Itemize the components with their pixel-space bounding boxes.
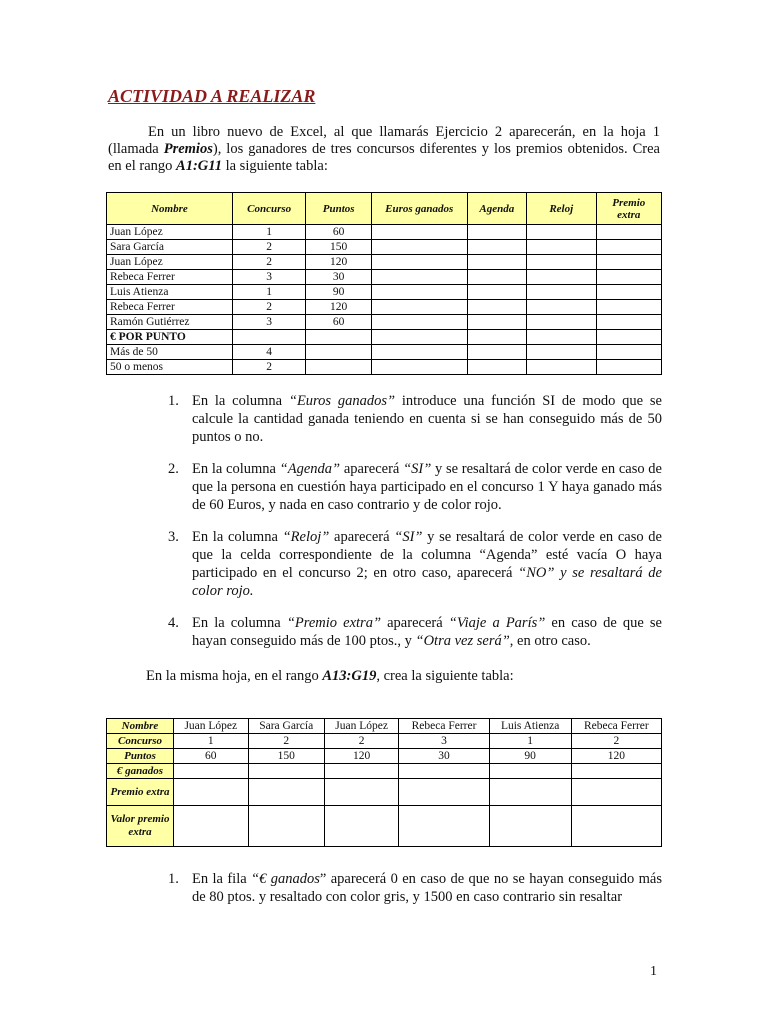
table-row: Luis Atienza 1 90 (107, 285, 662, 300)
header-reloj: Reloj (527, 193, 597, 225)
table-header-row (107, 193, 662, 225)
table-ganadores (106, 192, 662, 375)
list-item: 1. En la columna “Euros ganados” introduce una función SI de modo que se calcule la cantidad ganada teniendo en cuenta si se han conseguido más de 50 puntos o no. (168, 393, 662, 445)
instruction-list-2 (168, 870, 662, 920)
mid-paragraph: En la misma hoja, en el rango A13:G19, crea la siguiente tabla: (146, 668, 514, 684)
table-row: Más de 50 4 (107, 345, 662, 360)
intro-paragraph: En un libro nuevo de Excel, al que llamarás Ejercicio 2 aparecerán, en la hoja 1 (llamada Premios), los ganadores de tres concursos diferentes y los premios obtenidos. Crea en el rango A1:G11 la siguiente tabla: (108, 124, 660, 174)
table-row-euro-label: € POR PUNTO (107, 330, 662, 345)
table-row-premio: Premio extra (107, 779, 662, 806)
table-resumen (106, 718, 662, 847)
table-row-puntos: Puntos 60 150 120 30 90 120 (107, 749, 662, 764)
table-row: 50 o menos 2 (107, 360, 662, 375)
list-item: 3. En la columna “Reloj” aparecerá “SI” y se resaltará de color verde en caso de que la celda correspondiente de la columna “Agenda” esté vacía O haya participado en el concurso 2; en otro caso, aparecerá “NO” y se resaltará de color rojo. (168, 529, 662, 599)
table-row: Ramón Gutiérrez 3 60 (107, 315, 662, 330)
header-nombre: Nombre (107, 193, 233, 225)
range-ref: A13:G19 (322, 668, 377, 684)
list-item: 2. En la columna “Agenda” aparecerá “SI” y se resaltará de color verde en caso de que la persona en cuestión haya participado en el concurso 1 Y haya ganado más de 60 Euros, y nada en caso contrario y de color rojo. (168, 461, 662, 513)
header-euros: Euros ganados (371, 193, 467, 225)
table-row: Rebeca Ferrer 2 120 (107, 300, 662, 315)
page-number: 1 (650, 964, 657, 979)
header-premio: Premio extra (596, 193, 662, 225)
header-agenda: Agenda (467, 193, 526, 225)
table-row: Juan López 1 60 (107, 225, 662, 240)
table-row: Rebeca Ferrer 3 30 (107, 270, 662, 285)
header-puntos: Puntos (306, 193, 371, 225)
header-concurso: Concurso (232, 193, 306, 225)
table-row-concurso: Concurso 1 2 2 3 1 2 (107, 734, 662, 749)
table-row-valor: Valor premio extra (107, 806, 662, 847)
list-item: 1. En la fila “€ ganados” aparecerá 0 en caso de que no se hayan conseguido más de 80 ptos. y resaltado con color gris, y 1500 en caso contrario sin resaltar (168, 871, 662, 905)
sheet-name: Premios (163, 141, 213, 157)
page-title: ACTIVIDAD A REALIZAR (108, 86, 316, 106)
table-row-nombre: Nombre Juan López Sara García Juan López Rebeca Ferrer Luis Atienza Rebeca Ferrer (107, 719, 662, 734)
table-row: Sara García 2 150 (107, 240, 662, 255)
table-row: Juan López 2 120 (107, 255, 662, 270)
list-item: 4. En la columna “Premio extra” aparecerá “Viaje a París” en caso de que se hayan conseguido más de 100 ptos., y “Otra vez será”, en otro caso. (168, 615, 662, 649)
range-ref: A1:G11 (176, 158, 222, 174)
table-row-ganados: € ganados (107, 764, 662, 779)
instruction-list-1 (168, 392, 662, 664)
